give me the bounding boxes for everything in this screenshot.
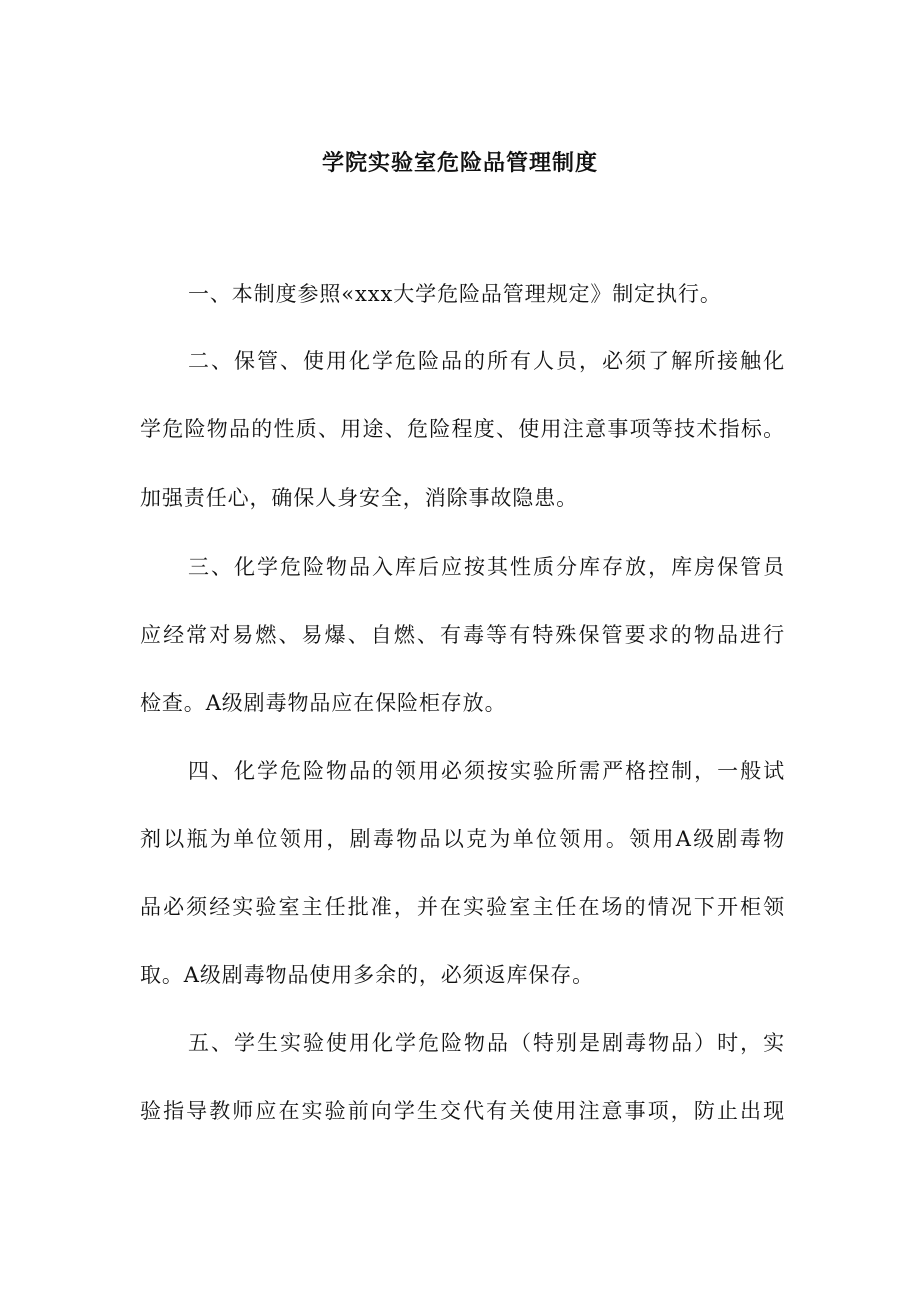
paragraph-line: 剂以瓶为单位领用，剧毒物品以克为单位领用。领用A级剧毒物 xyxy=(140,827,785,851)
paragraph-line: 取。A级剧毒物品使用多余的，必须返库保存。 xyxy=(140,963,595,987)
paragraph-line: 一、本制度参照«xxx大学危险品管理规定》制定执行。 xyxy=(188,282,722,306)
paragraph-line: 五、学生实验使用化学危险物品（特别是剧毒物品）时，实 xyxy=(188,1031,785,1055)
paragraph-line: 验指导教师应在实验前向学生交代有关使用注意事项，防止出现 xyxy=(140,1099,785,1123)
paragraph-line: 四、化学危险物品的领用必须按实验所需严格控制，一般试 xyxy=(188,759,785,783)
paragraph-line: 三、化学危险物品入库后应按其性质分库存放，库房保管员 xyxy=(188,555,785,579)
paragraph-line: 加强责任心，确保人身安全，消除事故隐患。 xyxy=(140,486,578,510)
paragraph-line: 学危险物品的性质、用途、危险程度、使用注意事项等技术指标。 xyxy=(140,417,785,441)
paragraph-line: 应经常对易燃、易爆、自燃、有毒等有特殊保管要求的物品进行 xyxy=(140,623,785,647)
paragraph-line: 二、保管、使用化学危险品的所有人员，必须了解所接触化 xyxy=(188,349,785,373)
document-title: 学院实验室危险品管理制度 xyxy=(321,150,598,176)
paragraph-line: 品必须经实验室主任批准，并在实验室主任在场的情况下开柜领 xyxy=(140,895,785,919)
paragraph-line: 检查。A级剧毒物品应在保险柜存放。 xyxy=(140,691,507,715)
